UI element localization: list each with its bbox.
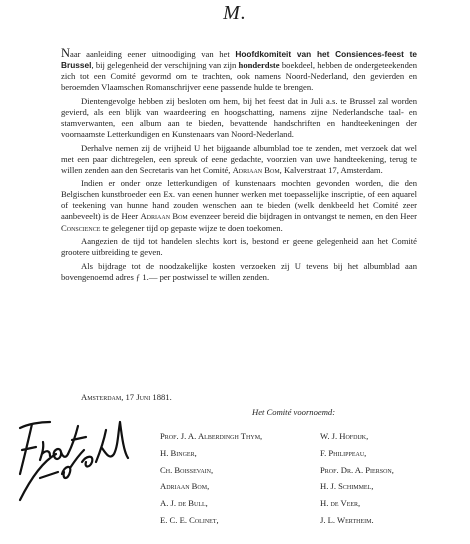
paragraph-4-text-b: evenzeer bereid die bijdragen in ontvangst te nemen, en den Heer [187, 211, 417, 222]
paragraph-3-text-a: Derhalve nemen zij de vrijheid U het bijgaande albumblad toe te zenden, met verzoek dat wel met een paar dichtregelen, een spreuk of eene gedachte, voorzien van uwe handteekening, terug te willen zenden aan den Secretaris van het Comité, [61, 142, 417, 175]
paragraph-6: Als bijdrage tot de noodzakelijke kosten verzoeken zij U tevens bij het albumblad aan bovengenoemd adres ƒ 1.— per postwissel te willen zenden. [61, 260, 417, 282]
paragraph-4 [61, 178, 417, 233]
paragraph-5: Aangezien de tijd tot handelen slechts kort is, bestond er geene gelegenheid aan het Comité grootere uitbreiding te geven. [61, 236, 417, 258]
emphasis-honderdste: honderdste [238, 60, 280, 71]
committee-member: H. de Veer, [320, 498, 361, 509]
paragraph-1-text-a: aar aanleiding eener uitnoodiging van het [70, 49, 236, 59]
paragraph-1-text-c: boekdeel, hebben de ondergeteekenden zich tot een Comité gevormd om te trachten, ook namens Noord-Nederland, den gevierden en beroemden Vlaamschen Romanschrijver eene passende hulde te brengen. [61, 60, 417, 93]
committee-heading: Het Comité voornoemd: [252, 407, 336, 417]
committee-name-gothic: Hoofdkomiteit van het Consiences-feest te Brussel [61, 49, 417, 71]
conscience-name: Conscience [61, 222, 101, 233]
committee-member: A. J. de Bull, [160, 498, 208, 509]
paragraph-1 [61, 48, 417, 93]
drop-cap: N [61, 46, 71, 60]
committee-member: F. Philippeau, [320, 447, 367, 458]
committee-member: E. C. E. Colinet, [160, 514, 219, 525]
secretary-name-2: Adriaan Bom [140, 211, 188, 222]
committee-member: Ch. Boissevain, [160, 464, 214, 475]
committee-members-right [320, 428, 394, 529]
paragraph-2: Dientengevolge hebben zij besloten om hem, bij het feest dat in Juli a.s. te Brussel zal worden gevierd, als een blijk van waardeering en hoogschatting, namens zijne Nederlandsche taal- en stamverwanten, een album aan te bieden, bevattende handschriften en handteekeningen der voornaamste Letterkundigen en Kunstenaars van Noord-Nederland. [61, 95, 417, 140]
place-date: Amsterdam, 17 Juni 1881. [81, 392, 172, 402]
page-heading: M. [223, 2, 247, 24]
paragraph-4-text-c: te gelegener tijd op gepaste wijze te doen toekomen. [100, 222, 283, 233]
committee-member: H. Binger, [160, 447, 197, 458]
paragraph-4-text-a: Indien er onder onze letterkundigen of kunstenaars mochten gevonden worden, die den Belgischen kunstbroeder een Ex. van eenen hunner werken met toepasselijke inscriptie, of een aquarel of teekening van hunne hand zouden wenschen aan te bieden (welk denkbeeld het Comité zeer aanbeveelt) is de Heer [61, 178, 417, 222]
committee-member: Prof. J. A. Alberdingh Thym, [160, 431, 263, 441]
committee-member: H. J. Schimmel, [320, 481, 374, 492]
secretary-name: Adriaan Bom [232, 164, 280, 175]
paragraph-3 [61, 143, 417, 176]
paragraph-1-text-b: , bij gelegenheid der verschijning van zijn [91, 60, 239, 71]
committee-member: W. J. Hofdijk, [320, 431, 369, 441]
committee-members-left [160, 428, 262, 529]
committee-member: J. L. Wertheim. [320, 514, 374, 525]
committee-member: Prof. Dr. A. Pierson, [320, 464, 394, 475]
handwritten-signature [6, 410, 134, 510]
committee-member: Adriaan Bom, [160, 481, 210, 492]
paragraph-3-text-b: , Kalverstraat 17, Amsterdam. [279, 164, 383, 175]
letter-body [61, 48, 417, 285]
